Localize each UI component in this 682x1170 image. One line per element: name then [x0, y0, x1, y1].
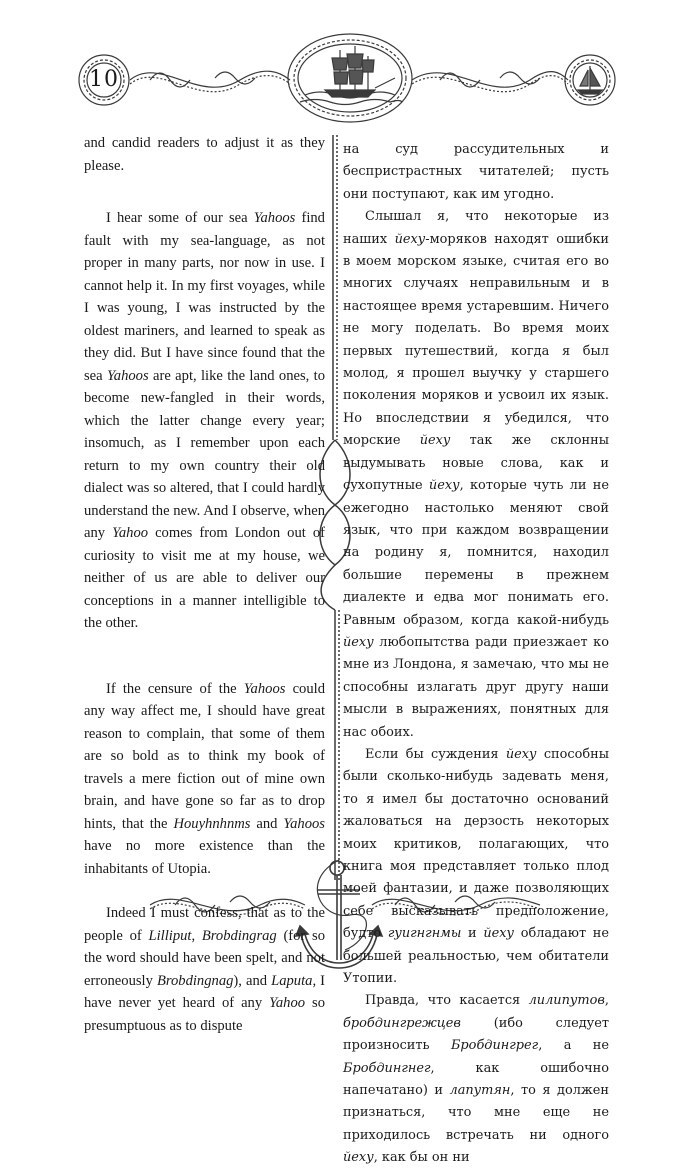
paragraph: Если бы суждения йеху способны были сколько-нибудь задевать меня, то я имел бы достаточно оснований жаловаться на дерзость некоторых моих критиков, полагающих, что книга моя представляет только плод моей фантазии, и даже позволяющих себе высказывать предположение, будто гуигнгнмы и йеху обладают не большей реальностью, чем обитатели Утопии.: [343, 746, 609, 987]
paragraph: на суд рассудительных и беспристрастных читателей; пусть они поступают, как им угодно.: [343, 142, 609, 202]
paragraph: Слышал я, что некоторые из наших йеху-моряков находят ошибки в моем морском языке, считая его во многих случаях неправильным и в настоящее время устаревшим. Ничего не могу поделать. Во время моих первых путешествий, когда я был молод, я прошел выучку у старшего поколения моряков и усвоил их язык. Но впоследствии я убедился, что морские йеху так же склонны выдумывать новые слова, как и сухопутные йеху, которые чуть ли не ежегодно настолько меняют свой язык, что при каждом возвращении на родину я, помнится, находил большие перемены в прежнем диалекте и едва мог понимать его. Равным образом, когда какой-нибудь йеху любопытства ради приезжает ко мне из Лондона, я замечаю, что мы не способны излагать друг другу наши мысли в выражениях, понятных для нас обоих.: [343, 209, 610, 740]
paragraph: If the censure of the Yahoos could any way affect me, I should have great reason to complain, that some of them are so bold as to think my book of travels a mere fiction out of mine own brain, and have gone so far as to drop hints, that the Houyhnhnms and Yahoos have no more existence than the inhabitants of Utopia.: [84, 680, 325, 877]
paragraph: I hear some of our sea Yahoos find fault with my sea-language, as not proper in many parts, nor now in use. I cannot help it. In my first voyages, while I was young, I was instructed by the oldest mariners, and learned to speak as they did. But I have since found that the sea Yahoos are apt, like the land ones, to become new-fangled in their words, which the latter change every year; insomuch, as I remember upon each return to my own country their old dialect was so altered, that I could hardly understand the new. And I observe, when any Yahoo comes from London out of curiosity to visit me at my house, we neither of us are able to deliver our conceptions in a manner intelligible to the other.: [84, 210, 325, 631]
paragraph: Правда, что касается лилипутов, бробдингрежцев (ибо следует произносить Бробдингрег, а не Бробдингнег, как ошибочно напечатано) и лапутян, то я должен признаться, что мне еще не приходилось встречать ни одного йеху, как бы он ни: [343, 993, 610, 1166]
russian-text-column: [343, 139, 609, 1170]
paragraph: and candid readers to adjust it as they please.: [84, 135, 325, 174]
english-text-column: [84, 132, 325, 1037]
sailboat-medallion-icon: [565, 55, 615, 105]
ship-medallion-icon: [288, 34, 412, 122]
paragraph: Indeed I must confess, that as to the people of Lilliput, Brobdingrag (for so the word should have been spelt, and not erroneously Brobdingnag), and Laputa, I have never yet heard of any Yahoo so presumptuous as to dispute: [84, 905, 326, 1034]
page-number: 10: [89, 67, 119, 92]
